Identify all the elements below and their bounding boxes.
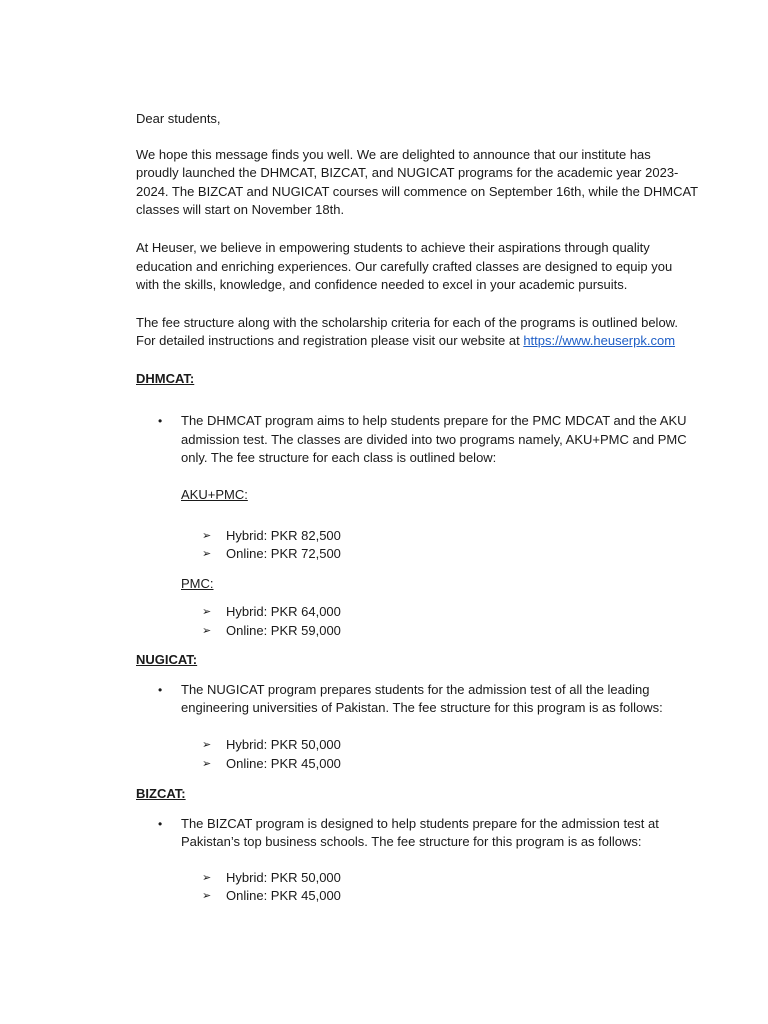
arrow-bullet-icon: ➢ [202, 548, 212, 560]
fee-item: Hybrid: PKR 50,000 [226, 737, 341, 752]
bullet-icon: • [158, 414, 163, 428]
about-paragraph-line: education and enriching experiences. Our carefully crafted classes are designed to equip you [136, 259, 673, 274]
bizcat-description-line: The BIZCAT program is designed to help students prepare for the admission test at [181, 816, 659, 831]
greeting: Dear students, [136, 111, 221, 126]
nugicat-description-line: The NUGICAT program prepares students for the admission test of all the leading [181, 682, 650, 697]
arrow-bullet-icon: ➢ [202, 758, 212, 770]
nugicat-heading: NUGICAT: [136, 652, 198, 667]
fee-paragraph-line [136, 332, 675, 350]
fee-paragraph-line: The fee structure along with the scholarship criteria for each of the programs is outlined below. [136, 315, 678, 330]
bullet-icon: • [158, 817, 163, 831]
dhmcat-heading: DHMCAT: [136, 371, 195, 386]
arrow-bullet-icon: ➢ [202, 530, 212, 542]
fee-item: Online: PKR 45,000 [226, 756, 341, 771]
fee-item: Online: PKR 72,500 [226, 546, 341, 561]
fee-item: Online: PKR 59,000 [226, 623, 341, 638]
dhmcat-description-line: The DHMCAT program aims to help students prepare for the PMC MDCAT and the AKU [181, 413, 687, 428]
bizcat-description-line: Pakistan’s top business schools. The fee structure for this program is as follows: [181, 834, 642, 849]
aku-pmc-label: AKU+PMC: [181, 487, 248, 502]
arrow-bullet-icon: ➢ [202, 739, 212, 751]
bizcat-heading: BIZCAT: [136, 786, 186, 801]
nugicat-description-line: engineering universities of Pakistan. The fee structure for this program is as follows: [181, 700, 663, 715]
arrow-bullet-icon: ➢ [202, 606, 212, 618]
intro-paragraph-line: proudly launched the DHMCAT, BIZCAT, and NUGICAT programs for the academic year 2023- [136, 165, 679, 180]
dhmcat-description-line: admission test. The classes are divided into two programs namely, AKU+PMC and PMC [181, 432, 687, 447]
arrow-bullet-icon: ➢ [202, 890, 212, 902]
fee-item: Hybrid: PKR 82,500 [226, 528, 341, 543]
fee-item: Online: PKR 45,000 [226, 888, 341, 903]
fee-item: Hybrid: PKR 50,000 [226, 870, 341, 885]
dhmcat-description-line: only. The fee structure for each class is outlined below: [181, 450, 497, 465]
intro-paragraph-line: We hope this message finds you well. We are delighted to announce that our institute has [136, 147, 651, 162]
bullet-icon: • [158, 683, 163, 697]
arrow-bullet-icon: ➢ [202, 872, 212, 884]
fee-paragraph-text: For detailed instructions and registration please visit our website at [136, 333, 524, 348]
fee-item: Hybrid: PKR 64,000 [226, 604, 341, 619]
about-paragraph-line: with the skills, knowledge, and confidence needed to excel in your academic pursuits. [136, 277, 628, 292]
pmc-label: PMC: [181, 576, 214, 591]
intro-paragraph-line: 2024. The BIZCAT and NUGICAT courses will commence on September 16th, while the DHMCAT [136, 184, 699, 199]
about-paragraph-line: At Heuser, we believe in empowering students to achieve their aspirations through quality [136, 240, 650, 255]
website-link[interactable]: https://www.heuserpk.com [523, 333, 676, 348]
arrow-bullet-icon: ➢ [202, 625, 212, 637]
intro-paragraph-line: classes will start on November 18th. [136, 202, 345, 217]
